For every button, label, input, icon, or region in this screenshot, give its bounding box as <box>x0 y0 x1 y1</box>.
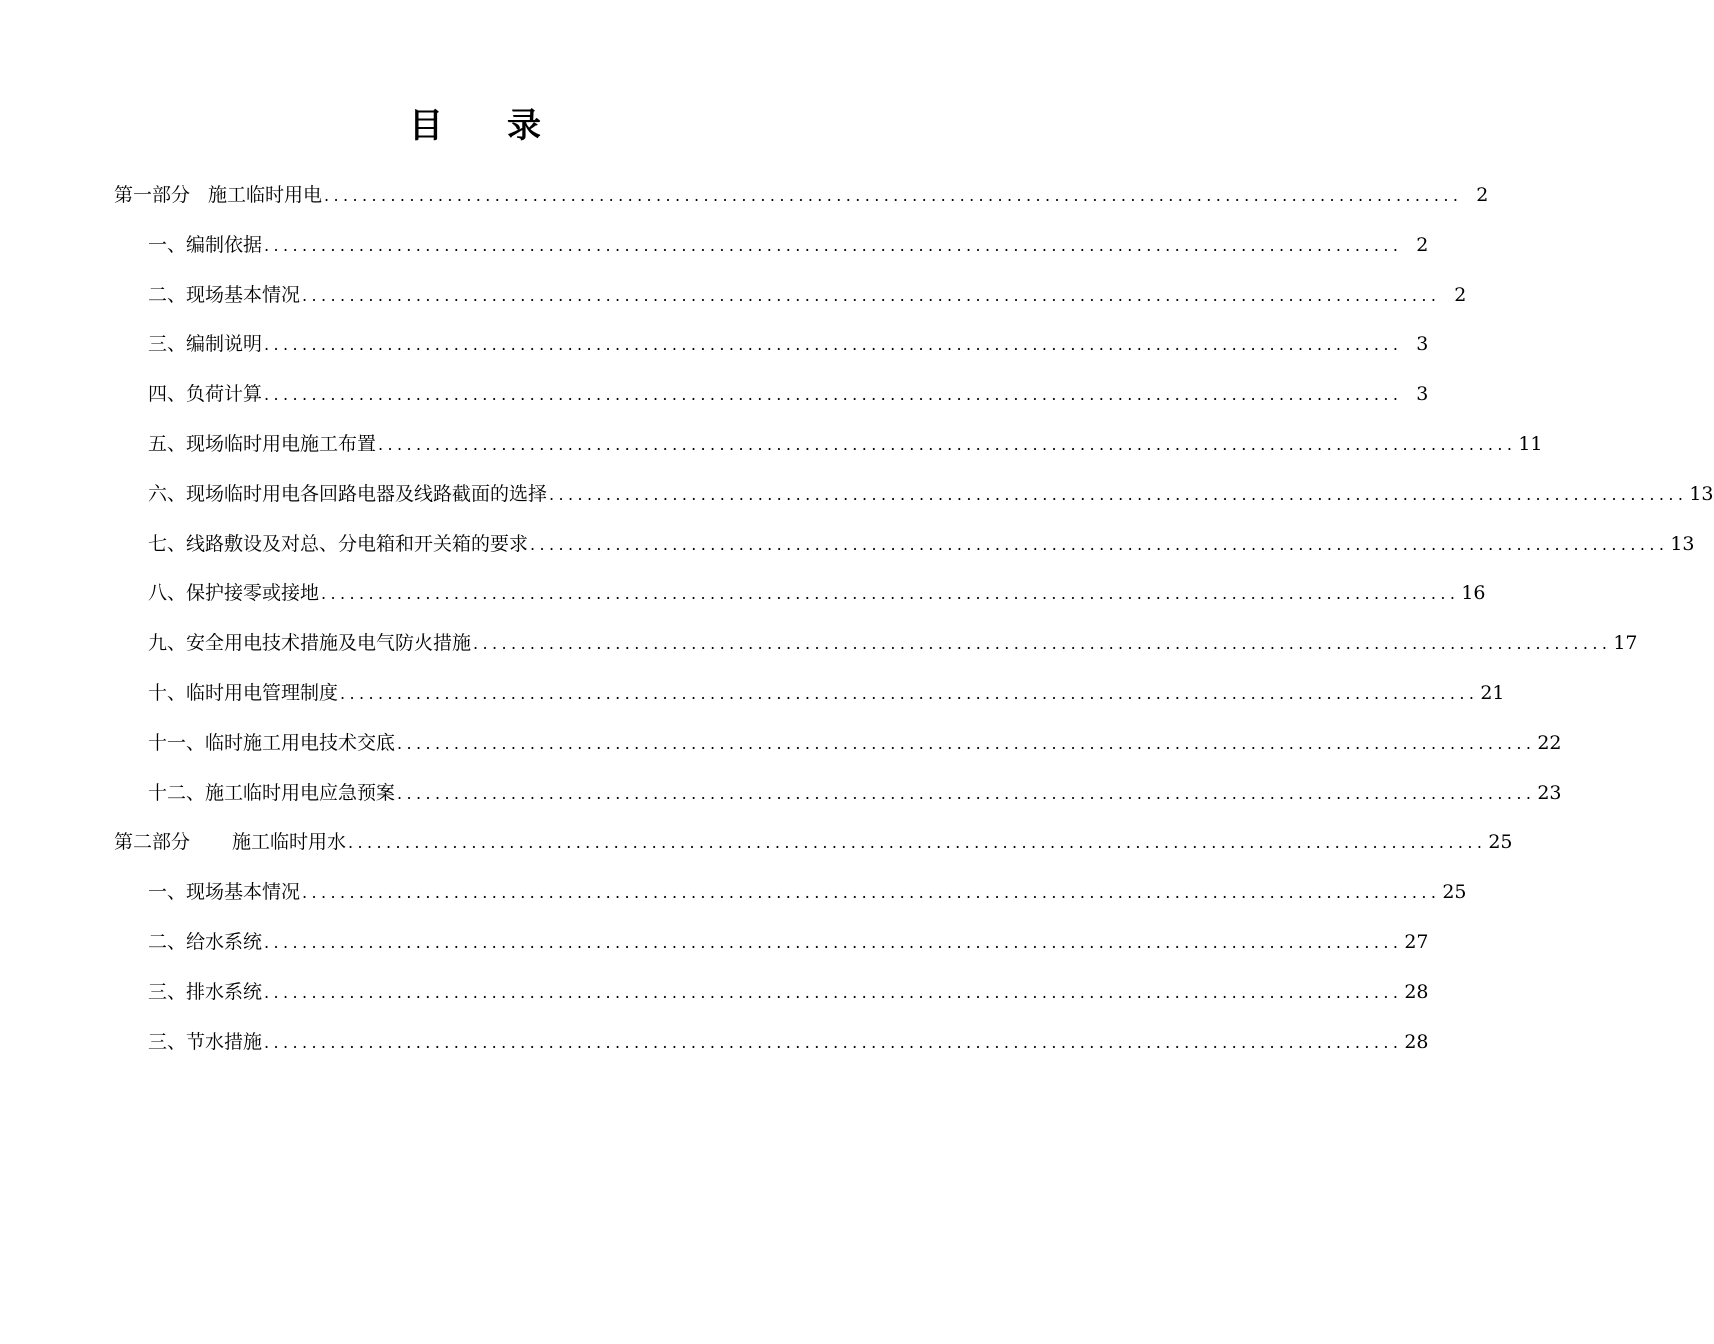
toc-part-entry[interactable] <box>0 818 1513 868</box>
toc-entry-text: 一、编制依据 <box>148 233 263 256</box>
toc-section-entry[interactable] <box>0 320 1429 370</box>
toc-dot-leader: ........................................................................................................................ <box>340 683 1479 703</box>
toc-dot-leader: ........................................................................................................................ <box>264 235 1403 255</box>
toc-title-part-1: 目 <box>409 106 443 146</box>
toc-section-entry[interactable] <box>0 221 1429 271</box>
toc-section-entry[interactable] <box>0 769 1562 819</box>
toc-section-entry[interactable] <box>0 918 1429 968</box>
toc-entry-label <box>148 221 262 271</box>
toc-section-entry[interactable] <box>0 669 1505 719</box>
toc-page-number: 23 <box>1537 781 1562 804</box>
toc-entry-text: 施工临时用水 <box>232 831 347 854</box>
toc-dot-leader: ........................................................................................................................ <box>473 634 1612 654</box>
toc-entry-text: 九、安全用电技术措施及电气防火措施 <box>148 632 472 655</box>
toc-entry-text: 二、给水系统 <box>148 930 263 953</box>
toc-dot-leader: ........................................................................................................................ <box>264 982 1403 1002</box>
toc-entry-label <box>148 1018 262 1068</box>
toc-entry-text: 十一、临时施工用电技术交底 <box>148 731 396 754</box>
toc-dot-leader: ........................................................................................................................ <box>348 833 1487 853</box>
toc-dot-leader: ........................................................................................................................ <box>302 285 1441 305</box>
toc-entry-text: 六、现场临时用电各回路电器及线路截面的选择 <box>148 482 548 505</box>
toc-entry-text: 三、节水措施 <box>148 1030 263 1053</box>
toc-entry-label <box>148 719 395 769</box>
toc-dot-leader: ........................................................................................................................ <box>549 484 1688 504</box>
toc-section-entry[interactable] <box>0 619 1638 669</box>
toc-page-number: 28 <box>1404 1030 1429 1053</box>
toc-dot-leader: ........................................................................................................................ <box>397 733 1536 753</box>
toc-page-number: 2 <box>1416 233 1429 256</box>
toc-dot-leader: ........................................................................................................................ <box>302 883 1441 903</box>
toc-entry-label <box>148 569 319 619</box>
toc-entry-text: 施工临时用电 <box>208 184 323 206</box>
toc-page-number: 2 <box>1476 184 1489 206</box>
toc-page-number: 21 <box>1480 681 1505 704</box>
toc-part-entry[interactable] <box>0 171 1489 221</box>
toc-section-entry[interactable] <box>0 968 1429 1018</box>
toc-page-number: 27 <box>1404 930 1429 953</box>
toc-page-number: 16 <box>1461 582 1486 605</box>
toc-page-number: 2 <box>1454 283 1467 306</box>
toc-page-number: 3 <box>1416 333 1429 356</box>
toc-section-entry[interactable] <box>0 271 1467 321</box>
toc-section-entry[interactable] <box>0 1018 1429 1068</box>
toc-entry-label <box>148 918 262 968</box>
toc-page-number: 11 <box>1518 432 1543 455</box>
toc-page-number: 28 <box>1404 980 1429 1003</box>
toc-entry-label <box>148 868 300 918</box>
toc-section-entry[interactable] <box>0 420 1543 470</box>
toc-entry-label <box>148 968 262 1018</box>
toc-page-number: 25 <box>1488 831 1513 854</box>
toc-entry-label <box>148 420 376 470</box>
toc-dot-leader: ........................................................................................................................ <box>264 1032 1403 1052</box>
toc-dot-leader: ........................................................................................................................ <box>324 186 1463 205</box>
table-of-contents <box>0 171 1714 1067</box>
toc-section-entry[interactable] <box>0 470 1714 520</box>
toc-entry-label <box>148 370 262 420</box>
toc-entry-text: 四、负荷计算 <box>148 383 263 406</box>
toc-dot-leader: ........................................................................................................................ <box>321 584 1460 604</box>
toc-dot-leader: ........................................................................................................................ <box>397 783 1536 803</box>
toc-page-number: 13 <box>1670 532 1695 555</box>
toc-entry-label <box>114 818 346 868</box>
toc-page-number: 13 <box>1689 482 1714 505</box>
toc-title-part-2: 录 <box>507 106 541 146</box>
toc-entry-label <box>148 669 338 719</box>
toc-title <box>0 104 950 148</box>
toc-section-entry[interactable] <box>0 719 1562 769</box>
toc-page-number: 17 <box>1613 632 1638 655</box>
toc-entry-label <box>148 320 262 370</box>
toc-entry-text: 五、现场临时用电施工布置 <box>148 432 377 455</box>
toc-entry-label <box>148 520 528 570</box>
toc-page-number: 25 <box>1442 881 1467 904</box>
toc-entry-text: 三、排水系统 <box>148 980 263 1003</box>
toc-entry-label <box>148 769 395 819</box>
toc-entry-text: 七、线路敷设及对总、分电箱和开关箱的要求 <box>148 532 529 555</box>
toc-dot-leader: ........................................................................................................................ <box>264 932 1403 952</box>
toc-part-prefix: 第一部分 <box>114 184 191 206</box>
toc-section-entry[interactable] <box>0 868 1467 918</box>
toc-section-entry[interactable] <box>0 520 1695 570</box>
toc-part-prefix: 第二部分 <box>114 831 191 854</box>
toc-entry-text: 十、临时用电管理制度 <box>148 681 339 704</box>
toc-page-number: 22 <box>1537 731 1562 754</box>
toc-entry-text: 八、保护接零或接地 <box>148 582 320 605</box>
toc-entry-label <box>114 171 322 221</box>
toc-section-entry[interactable] <box>0 569 1486 619</box>
toc-dot-leader: ........................................................................................................................ <box>264 335 1403 355</box>
toc-dot-leader: ........................................................................................................................ <box>378 434 1517 454</box>
toc-entry-text: 十二、施工临时用电应急预案 <box>148 781 396 804</box>
toc-entry-label <box>148 619 471 669</box>
toc-entry-text: 二、现场基本情况 <box>148 283 301 306</box>
toc-page-number: 3 <box>1416 383 1429 406</box>
toc-section-entry[interactable] <box>0 370 1429 420</box>
toc-dot-leader: ........................................................................................................................ <box>530 534 1669 554</box>
toc-dot-leader: ........................................................................................................................ <box>264 385 1403 405</box>
toc-entry-text: 三、编制说明 <box>148 333 263 356</box>
toc-entry-label <box>148 470 547 520</box>
toc-entry-text: 一、现场基本情况 <box>148 881 301 904</box>
toc-entry-label <box>148 271 300 321</box>
